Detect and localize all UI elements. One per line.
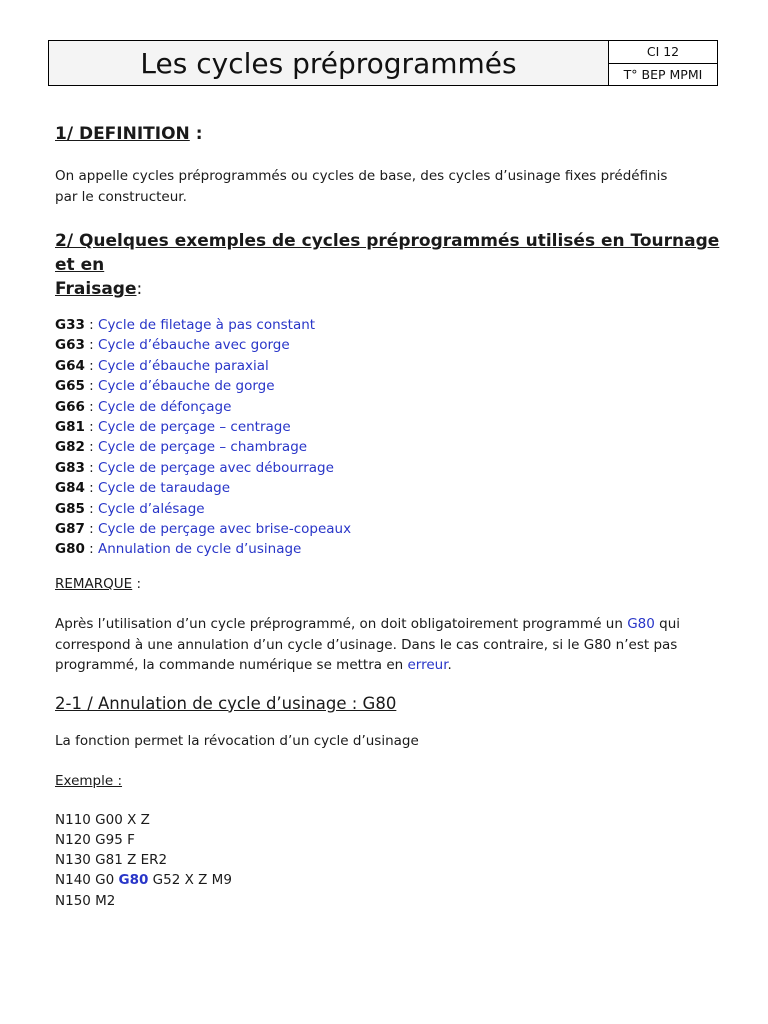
section1-heading bbox=[55, 124, 720, 144]
cycle-separator: : bbox=[84, 439, 99, 456]
cycle-list-item bbox=[55, 356, 720, 376]
code-line: N130 G81 Z ER2 bbox=[55, 852, 168, 869]
cycle-description: Cycle d’ébauche avec gorge bbox=[98, 337, 290, 354]
title-cell bbox=[49, 41, 609, 85]
definition-line-2: par le constructeur. bbox=[55, 188, 187, 205]
cycle-list-item bbox=[55, 315, 720, 335]
cycle-list-item bbox=[55, 539, 720, 559]
section1-heading-text: 1/ DEFINITION bbox=[55, 124, 190, 144]
cycle-separator: : bbox=[84, 480, 99, 497]
cycle-separator: : bbox=[84, 357, 99, 374]
g80-highlight: G80 bbox=[627, 616, 655, 633]
example-label: Exemple : bbox=[55, 773, 123, 790]
cycle-list-item bbox=[55, 478, 720, 498]
cycle-list-item bbox=[55, 437, 720, 457]
remarque-text: . bbox=[447, 657, 452, 674]
section21-text: La fonction permet la révocation d’un cycle d’usinage bbox=[55, 732, 419, 749]
cycle-separator: : bbox=[84, 541, 99, 558]
remarque-text: programmé, la commande numérique se mettra en bbox=[55, 657, 408, 674]
remarque-line-3 bbox=[55, 655, 720, 676]
cycle-code: G80 bbox=[55, 541, 85, 558]
cycle-code: G81 bbox=[55, 419, 85, 436]
cycle-separator: : bbox=[84, 459, 99, 476]
cycle-description: Annulation de cycle d’usinage bbox=[98, 541, 302, 558]
cycle-description: Cycle d’alésage bbox=[98, 500, 205, 517]
cycle-code: G66 bbox=[55, 398, 85, 415]
class-label: T° BEP MPMI bbox=[623, 66, 703, 82]
remarque-text: Après l’utilisation d’un cycle préprogrammé, on doit obligatoirement programmé un bbox=[55, 616, 628, 633]
section21-heading: 2-1 / Annulation de cycle d’usinage : G80 bbox=[55, 693, 397, 713]
remarque-text: qui bbox=[654, 616, 681, 633]
cycle-list-item bbox=[55, 376, 720, 396]
definition-line-1: On appelle cycles préprogrammés ou cycles de base, des cycles d’usinage fixes prédéfinis bbox=[55, 168, 668, 184]
cycle-separator: : bbox=[84, 317, 99, 333]
cycle-list-item bbox=[55, 499, 720, 519]
code-text: N140 G0 bbox=[55, 872, 119, 889]
cycle-description: Cycle de perçage avec brise-copeaux bbox=[98, 521, 352, 538]
section2-heading-line1: 2/ Quelques exemples de cycles préprogrammés utilisés en Tournage et en bbox=[55, 231, 720, 275]
cycle-separator: : bbox=[84, 500, 99, 517]
cycle-separator: : bbox=[84, 337, 99, 354]
cycle-list bbox=[55, 315, 720, 560]
cycle-description: Cycle d’ébauche de gorge bbox=[98, 378, 275, 395]
cycle-description: Cycle de défonçage bbox=[98, 398, 232, 415]
cycle-list-item bbox=[55, 458, 720, 478]
g80-code-highlight: G80 bbox=[118, 872, 149, 889]
cycle-separator: : bbox=[84, 398, 99, 415]
cycle-list-item bbox=[55, 397, 720, 417]
cycle-code: G82 bbox=[55, 439, 85, 456]
header-meta bbox=[609, 41, 717, 85]
cycle-code: G85 bbox=[55, 500, 85, 517]
section2-heading-line2: Fraisage bbox=[55, 279, 137, 299]
code-line: N150 M2 bbox=[55, 892, 116, 909]
cycle-separator: : bbox=[84, 521, 99, 538]
cycle-description: Cycle de perçage – chambrage bbox=[98, 439, 308, 456]
cycle-code: G63 bbox=[55, 337, 85, 354]
cycle-code: G64 bbox=[55, 357, 85, 374]
page-title: Les cycles préprogrammés bbox=[140, 46, 517, 80]
cycle-separator: : bbox=[84, 419, 99, 436]
cycle-code: G87 bbox=[55, 521, 85, 538]
cycle-description: Cycle de filetage à pas constant bbox=[98, 317, 316, 333]
code-line bbox=[55, 870, 720, 890]
cycle-code: G83 bbox=[55, 459, 85, 476]
remarque-suffix: : bbox=[132, 575, 142, 592]
cycle-description: Cycle d’ébauche paraxial bbox=[98, 357, 269, 374]
cycle-description: Cycle de perçage avec débourrage bbox=[98, 459, 334, 476]
cycle-separator: : bbox=[84, 378, 99, 395]
remarque-heading bbox=[55, 574, 720, 595]
cycle-list-item bbox=[55, 417, 720, 437]
cycle-description: Cycle de taraudage bbox=[98, 480, 231, 497]
code-example bbox=[55, 810, 720, 911]
erreur-highlight: erreur bbox=[407, 657, 448, 674]
cycle-description: Cycle de perçage – centrage bbox=[98, 419, 291, 436]
document-body bbox=[55, 124, 720, 911]
section1-heading-suffix: : bbox=[189, 124, 203, 144]
code-line: N120 G95 F bbox=[55, 832, 135, 849]
remarque-line-1 bbox=[55, 614, 720, 635]
cycle-list-item bbox=[55, 519, 720, 539]
code-line: N110 G00 X Z bbox=[55, 811, 150, 828]
section2-heading-suffix: : bbox=[136, 279, 143, 299]
remarque-label: REMARQUE bbox=[55, 575, 133, 592]
cycle-code: G33 bbox=[55, 317, 85, 333]
document-header bbox=[48, 40, 718, 86]
cycle-code: G65 bbox=[55, 378, 85, 395]
section2-heading bbox=[55, 229, 720, 301]
cycle-code: G84 bbox=[55, 480, 85, 497]
cycle-list-item bbox=[55, 335, 720, 355]
code-text: G52 X Z M9 bbox=[148, 872, 232, 889]
remarque-line-2: correspond à une annulation d’un cycle d’usinage. Dans le cas contraire, si le G80 n’est pas bbox=[55, 636, 678, 653]
ci-label: CI 12 bbox=[609, 41, 717, 64]
